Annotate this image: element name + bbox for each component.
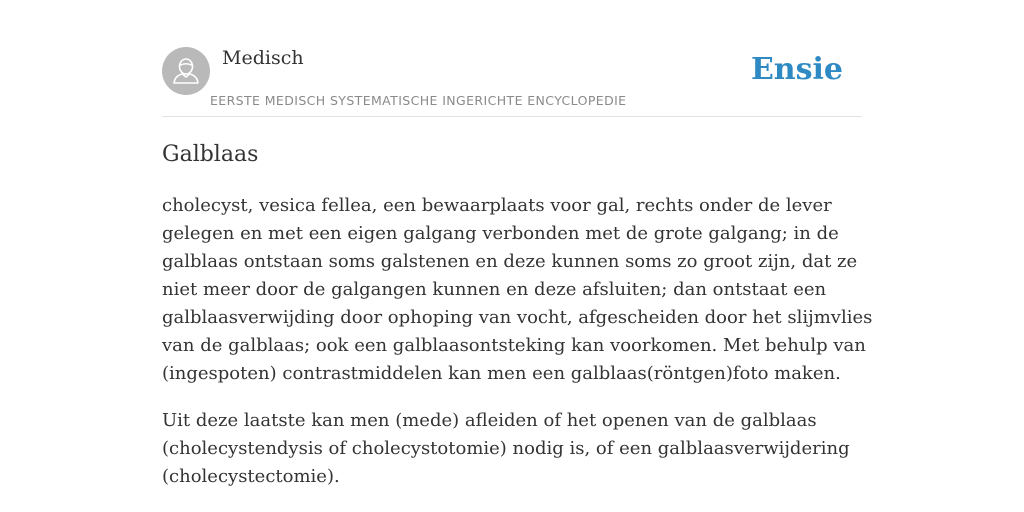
- article-title: Galblaas: [162, 142, 259, 167]
- article-paragraph: Uit deze laatste kan men (mede) afleiden of het openen van de galblaas (cholecystendysis of cholecystotomie) nodig is, of een galblaasverwijdering (cholecystectomie).: [162, 410, 850, 487]
- brand-logo[interactable]: Ensie: [750, 52, 843, 87]
- article-body: [162, 192, 874, 510]
- source-avatar[interactable]: [162, 47, 210, 95]
- source-subtitle: EERSTE MEDISCH SYSTEMATISCHE INGERICHTE ENCYCLOPEDIE: [210, 93, 627, 108]
- article-paragraph: cholecyst, vesica fellea, een bewaarplaats voor gal, rechts onder de lever gelegen en met een eigen galgang verbonden met de grote galgang; in de galblaas ontstaan soms galstenen en deze kunnen soms zo groot zijn, dat ze niet meer door de galgangen kunnen en deze afsluiten; dan ontstaat een galblaasverwijding door ophoping van vocht, afgescheiden door het slijmvlies van de galblaas; ook een galblaasontsteking kan voorkomen. Met behulp van (ingespoten) contrastmiddelen kan men een galblaas(röntgen)foto maken.: [162, 195, 873, 384]
- source-header: [162, 0, 862, 117]
- user-icon: [162, 47, 210, 95]
- source-name[interactable]: Medisch: [222, 47, 304, 69]
